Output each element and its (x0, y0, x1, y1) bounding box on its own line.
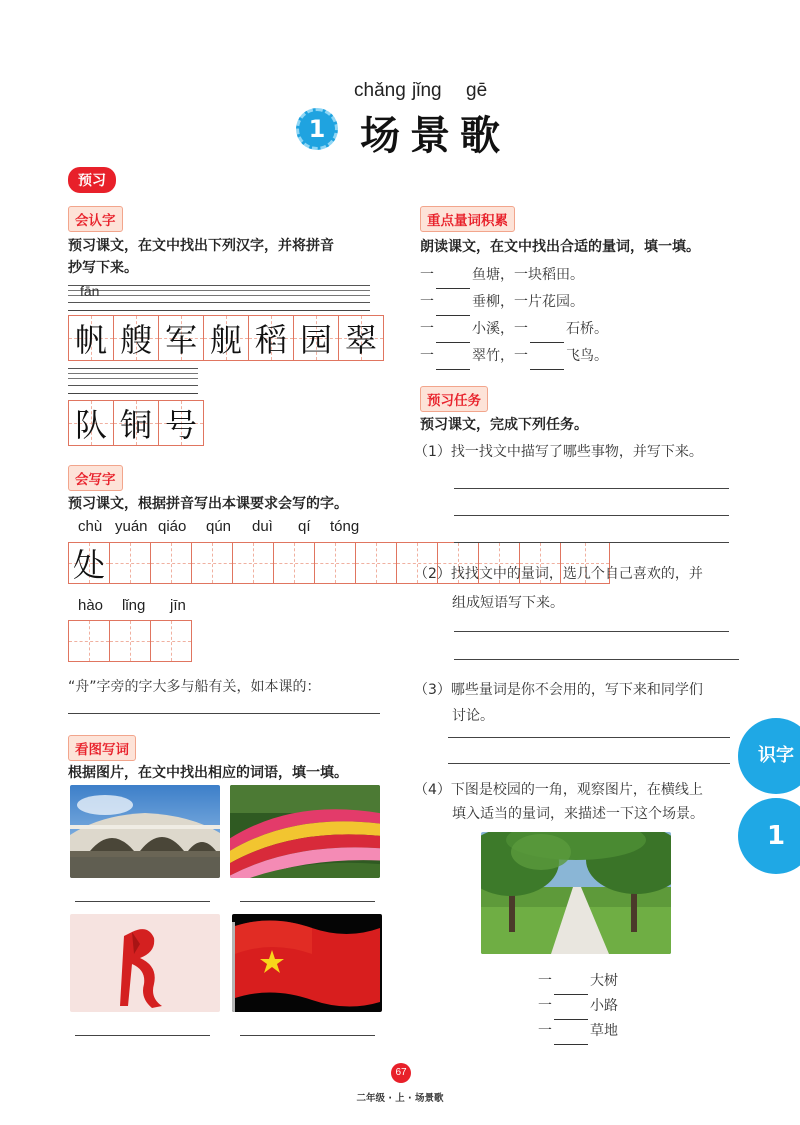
fill-item-3: 一 草地 (538, 1018, 618, 1045)
write-cell[interactable] (151, 621, 191, 661)
recognize-char-row-1 (68, 315, 384, 361)
measure-line-4: 一 翠竹，一 飞鸟。 (420, 343, 608, 370)
picture-words-instruction: 根据图片，在文中找出相应的词语，填一填。 (68, 765, 348, 781)
side-tab-shizi[interactable]: 识字 (738, 718, 800, 794)
q1-answer-line-3[interactable] (454, 542, 729, 543)
pinyin-writing-line-1[interactable] (68, 285, 370, 303)
write-cell[interactable] (315, 543, 356, 583)
q1-answer-line-2[interactable] (454, 515, 729, 516)
title-pinyin-3: gē (466, 80, 488, 101)
recognize-char-row-2 (68, 400, 204, 446)
measure-words-instruction: 朗读课文，在文中找出合适的量词，填一填。 (420, 239, 700, 255)
char-cell: 园 (294, 316, 339, 360)
task-q4: （4）下图是校园的一角，观察图片，在横线上 填入适当的量词，来描述一下这个场景。 (414, 782, 704, 822)
q2-answer-line-1[interactable] (454, 631, 729, 632)
char-cell: 舰 (204, 316, 249, 360)
radical-note: “舟”字旁的字大多与船有关，如本课的： (68, 679, 321, 695)
measure-line-1: 一 鱼塘，一块稻田。 (420, 262, 584, 289)
picture-answer-line-2[interactable] (240, 901, 375, 902)
pinyin-base-line (68, 393, 198, 394)
write-cell[interactable] (69, 621, 110, 661)
write-cell[interactable] (151, 543, 192, 583)
measure-blank[interactable] (436, 328, 470, 343)
title-pinyin-1: chǎng (354, 80, 406, 101)
campus-picture (481, 832, 671, 954)
q2-answer-line-2[interactable] (454, 659, 739, 660)
pinyin-writing-line-2[interactable] (68, 368, 198, 386)
flower-field-picture (230, 785, 380, 878)
picture-answer-line-4[interactable] (240, 1035, 375, 1036)
write-pinyin-10: jīn (170, 597, 186, 614)
task-q2: （2）找找文中的量词，选几个自己喜欢的，并 组成短语写下来。 (414, 566, 703, 611)
picture-answer-line-1[interactable] (75, 901, 210, 902)
fill-blank[interactable] (554, 1030, 588, 1045)
write-pinyin-5: duì (252, 518, 273, 535)
measure-line-3: 一 小溪，一 石桥。 (420, 316, 608, 343)
write-cell[interactable] (110, 621, 151, 661)
q1-answer-line-1[interactable] (454, 488, 729, 489)
task-q1: （1）找一找文中描写了哪些事物，并写下来。 (414, 444, 703, 460)
red-scarf-picture (70, 914, 220, 1012)
write-cell[interactable]: 处 (69, 543, 110, 583)
write-grid-row-2[interactable] (68, 620, 192, 662)
bridge-picture (70, 785, 220, 878)
page-title: 场景歌 (360, 112, 510, 159)
title-pinyin-2: jǐng (412, 80, 442, 101)
recognize-instruction: 预习课文，在文中找出下列汉字，并将拼音 抄写下来。 (68, 238, 334, 276)
footer-text: 二年级 · 上 · 场景歌 (356, 1093, 444, 1104)
write-pinyin-4: qún (206, 518, 232, 535)
measure-blank[interactable] (436, 274, 470, 289)
write-pinyin-1: chù (78, 518, 103, 535)
char-cell: 队 (69, 401, 114, 445)
side-tab-lesson-1[interactable]: 1 (738, 798, 800, 874)
write-pinyin-3: qiáo (158, 518, 187, 535)
char-cell: 号 (159, 401, 203, 445)
measure-blank[interactable] (436, 301, 470, 316)
write-cell[interactable] (110, 543, 151, 583)
flag-picture (232, 914, 382, 1012)
preview-tag: 预习 (68, 167, 116, 193)
tasks-tag: 预习任务 (420, 386, 488, 412)
char-cell: 铜 (114, 401, 159, 445)
measure-line-2: 一 垂柳，一片花园。 (420, 289, 584, 316)
picture-words-tag: 看图写词 (68, 735, 136, 761)
picture-answer-line-3[interactable] (75, 1035, 210, 1036)
radical-answer-line[interactable] (68, 713, 380, 714)
tasks-instruction: 预习课文，完成下列任务。 (420, 417, 588, 433)
write-cell[interactable] (233, 543, 274, 583)
char-cell: 军 (159, 316, 204, 360)
char-cell: 艘 (114, 316, 159, 360)
write-pinyin-9: lǐng (122, 597, 146, 614)
pinyin-base-line (68, 310, 370, 311)
write-cell[interactable] (192, 543, 233, 583)
fill-item-1: 一 大树 (538, 968, 618, 995)
measure-blank[interactable] (436, 355, 470, 370)
write-tag: 会写字 (68, 465, 123, 491)
measure-words-tag: 重点量词积累 (420, 206, 515, 232)
fill-item-2: 一 小路 (538, 993, 618, 1020)
write-pinyin-8: hào (78, 597, 104, 614)
write-pinyin-6: qí (298, 518, 311, 535)
page-number: 67 (391, 1063, 411, 1083)
write-cell[interactable] (356, 543, 397, 583)
lesson-number-badge: 1 (296, 108, 338, 150)
char-cell: 稻 (249, 316, 294, 360)
write-instruction: 预习课文，根据拼音写出本课要求会写的字。 (68, 496, 348, 512)
q3-answer-line-1[interactable] (448, 737, 730, 738)
example-pinyin: fān (80, 283, 100, 299)
q3-answer-line-2[interactable] (448, 763, 730, 764)
char-cell: 翠 (339, 316, 383, 360)
write-pinyin-2: yuán (115, 518, 148, 535)
measure-blank[interactable] (530, 328, 564, 343)
measure-blank[interactable] (530, 355, 564, 370)
write-cell[interactable] (274, 543, 315, 583)
recognize-tag: 会认字 (68, 206, 123, 232)
task-q3: （3）哪些量词是你不会用的，写下来和同学们 讨论。 (414, 682, 703, 724)
char-cell: 帆 (69, 316, 114, 360)
write-pinyin-7: tóng (330, 518, 360, 535)
